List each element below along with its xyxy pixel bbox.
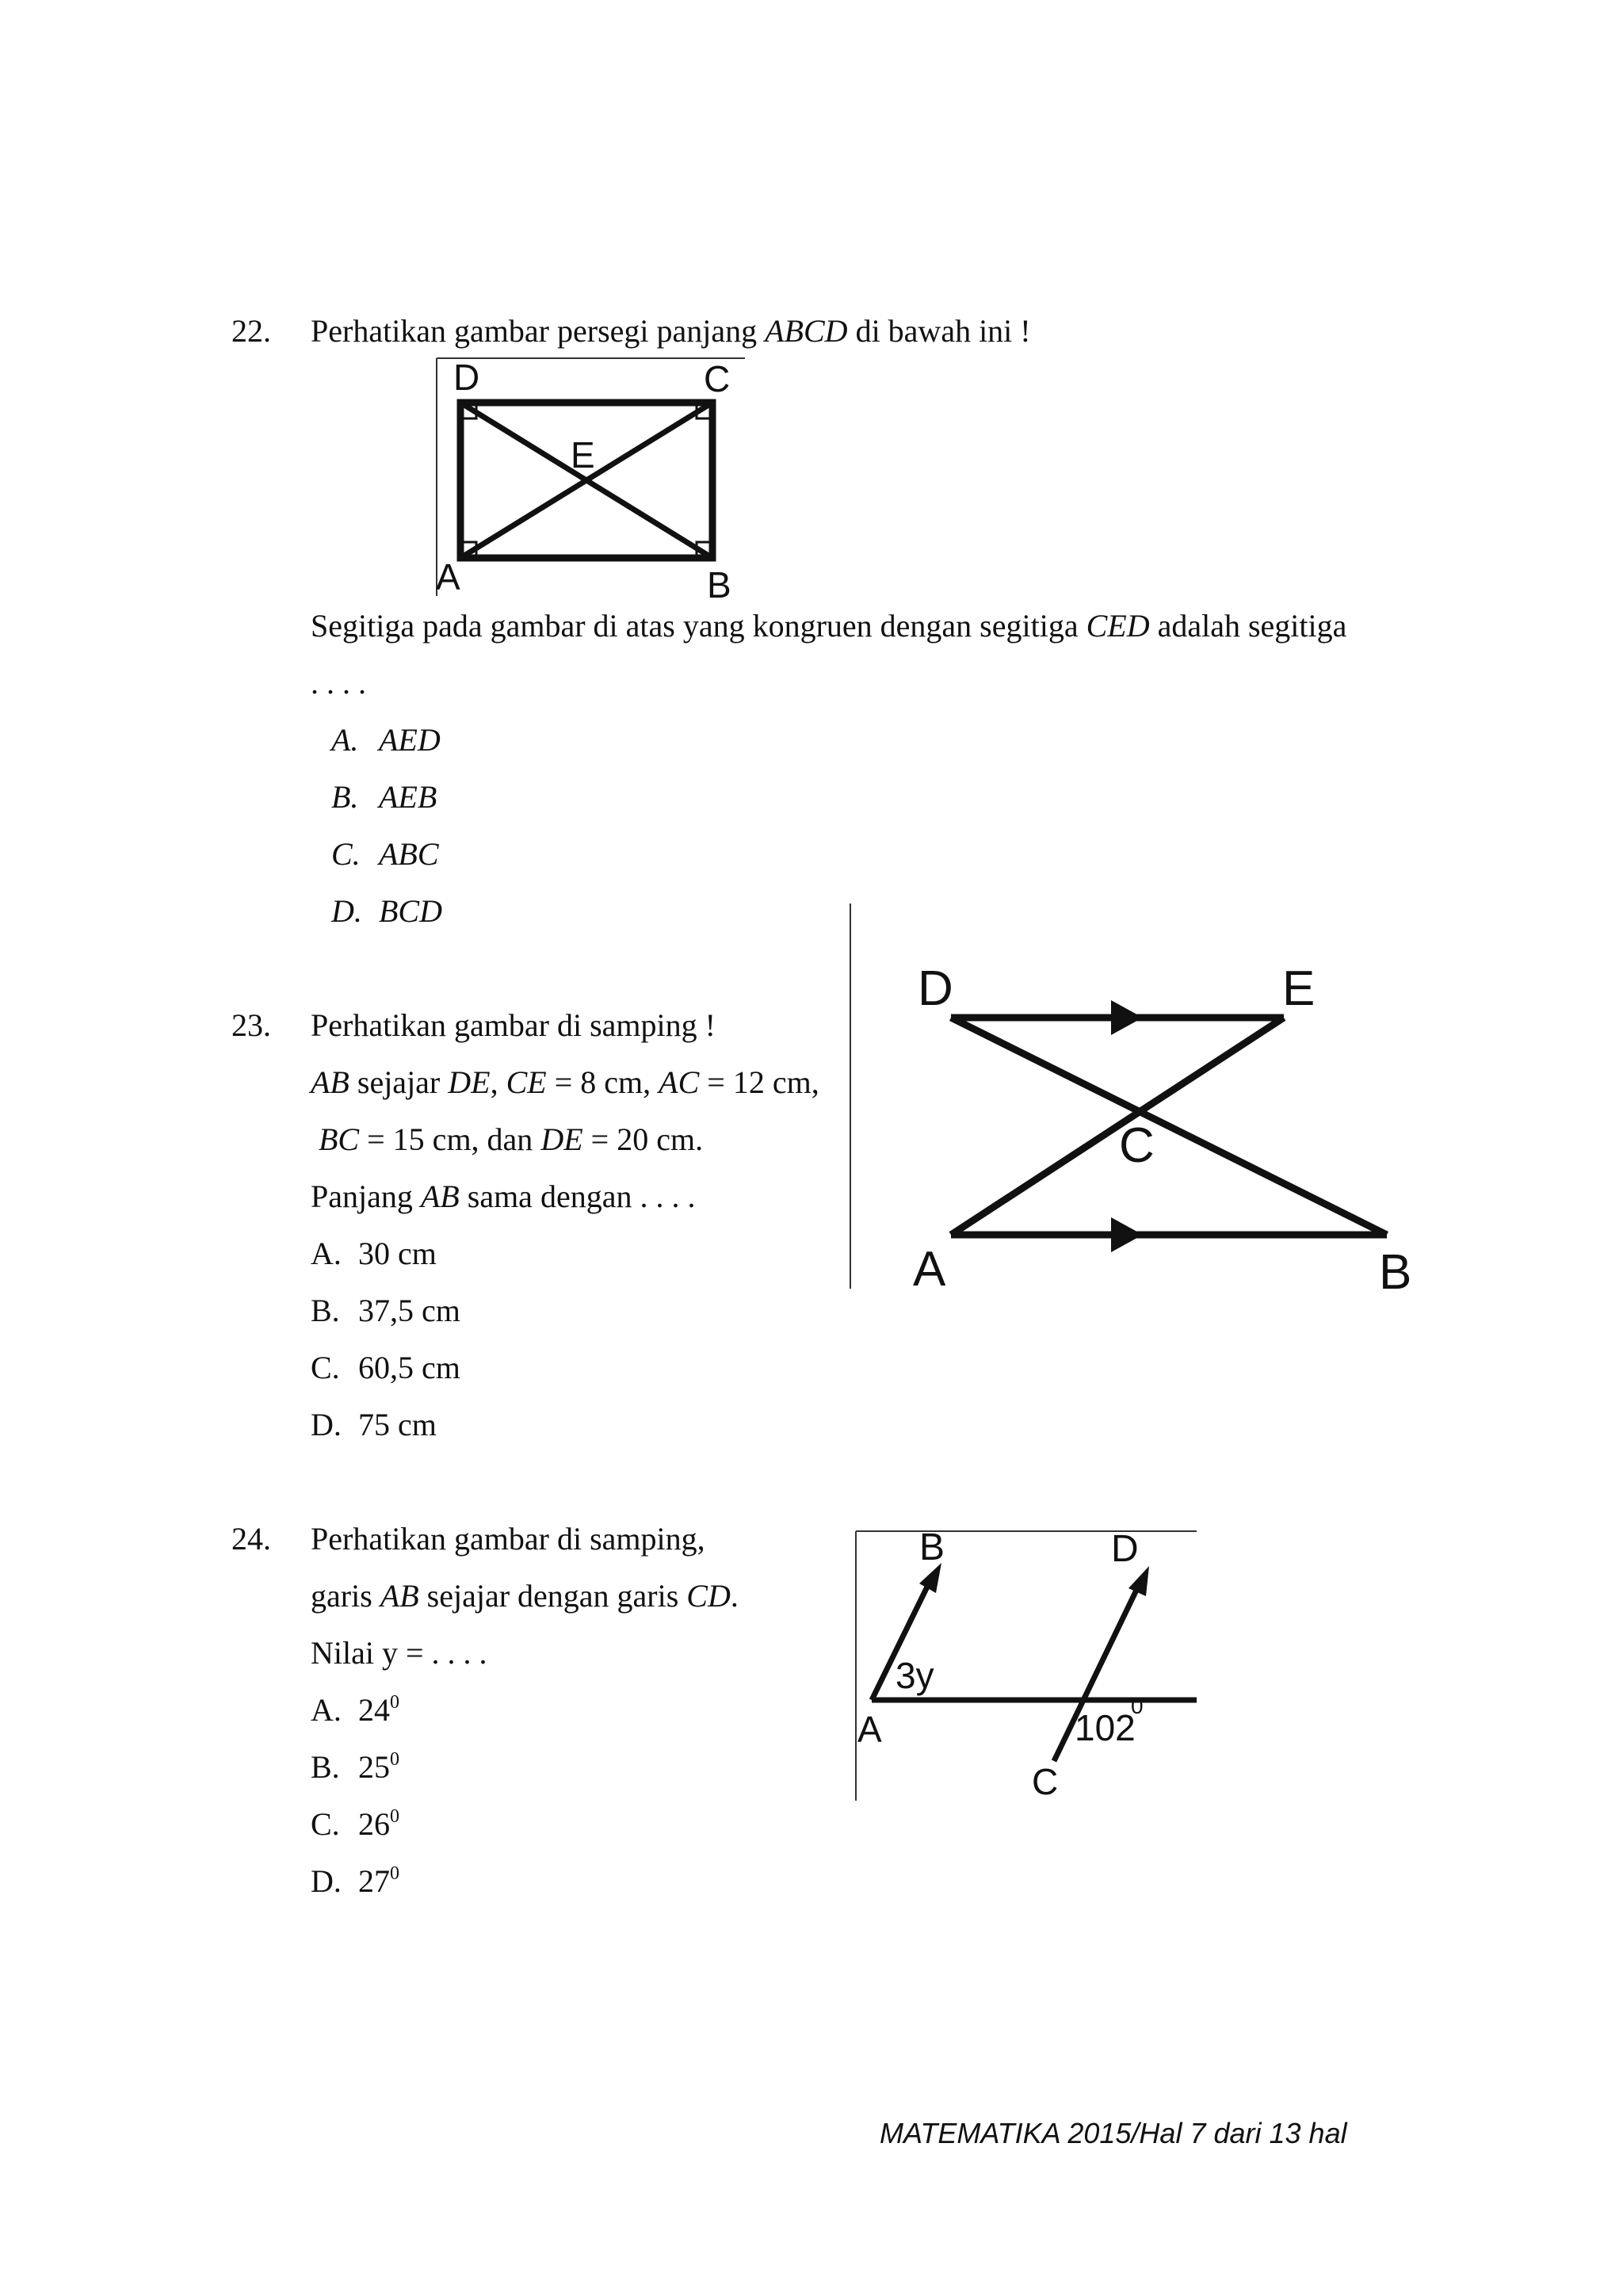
line-text: ,	[490, 1064, 506, 1100]
angle-degree-sup: 0	[1131, 1694, 1144, 1718]
page-footer: MATEMATIKA 2015/Hal 7 dari 13 hal	[880, 2117, 1347, 2149]
point-label-c: C	[1032, 1761, 1059, 1802]
prompt-text: di bawah ini !	[847, 313, 1031, 349]
line-text: AB	[380, 1578, 419, 1614]
question-22-option-c[interactable]	[331, 835, 439, 873]
vertex-label-d: D	[918, 961, 953, 1016]
degree-sup: 0	[390, 1691, 399, 1713]
degree-sup: 0	[390, 1748, 399, 1770]
question-22-option-b[interactable]	[331, 778, 437, 816]
option-letter: D.	[311, 1863, 342, 1899]
option-letter: D.	[331, 893, 362, 929]
option-letter: B.	[311, 1749, 340, 1785]
point-label-b: B	[919, 1526, 945, 1568]
option-letter: C.	[311, 1350, 340, 1385]
vertex-label-a: A	[436, 556, 460, 598]
line-text: = 20 cm.	[582, 1121, 704, 1157]
option-text: ABC	[379, 836, 439, 872]
option-text: 27	[358, 1863, 390, 1899]
stem-text: Segitiga pada gambar di atas yang kongruen dengan segitiga	[311, 608, 1086, 644]
question-23-option-a[interactable]	[311, 1235, 437, 1273]
option-text: 37,5 cm	[358, 1293, 460, 1328]
question-23-line4	[311, 1178, 695, 1216]
vertex-label-b: B	[1379, 1245, 1412, 1300]
option-text: 30 cm	[358, 1236, 437, 1271]
question-23-option-c[interactable]	[311, 1349, 460, 1387]
option-text: 26	[358, 1806, 390, 1842]
parallel-lines-triangle-figure	[840, 896, 1442, 1308]
degree-sup: 0	[390, 1805, 399, 1827]
stem-text: adalah segitiga	[1149, 608, 1347, 644]
option-letter: C.	[311, 1806, 340, 1842]
question-23-line1: Perhatikan gambar di samping !	[311, 1007, 716, 1043]
line-text: sama dengan . . . .	[459, 1179, 696, 1214]
vertex-label-d: D	[453, 357, 480, 398]
question-24-option-b[interactable]	[311, 1748, 399, 1786]
question-22-stem	[311, 607, 1346, 645]
option-text: BCD	[379, 893, 442, 929]
question-22-option-a[interactable]	[331, 721, 441, 759]
question-23-line3	[319, 1121, 703, 1159]
line-text: = 15 cm, dan	[359, 1121, 541, 1157]
line-text: = 8 cm,	[546, 1064, 659, 1100]
option-text: AEB	[379, 779, 437, 815]
question-24-number: 24.	[231, 1521, 271, 1557]
line-text: DE	[540, 1121, 583, 1157]
option-letter: B.	[331, 779, 359, 815]
question-23-option-d[interactable]	[311, 1406, 437, 1444]
question-24-option-c[interactable]	[311, 1805, 399, 1843]
angle-label-3y: 3y	[896, 1655, 934, 1696]
question-24-line3: Nilai y = . . . .	[311, 1635, 487, 1671]
question-22-number: 22.	[231, 313, 271, 349]
stem-text: CED	[1086, 608, 1150, 644]
line-text: CD	[686, 1578, 731, 1614]
option-letter: A.	[331, 722, 359, 758]
line-text: BC	[319, 1121, 360, 1157]
question-24-option-d[interactable]	[311, 1862, 399, 1901]
question-23-option-b[interactable]	[311, 1292, 460, 1330]
question-22-option-d[interactable]	[331, 892, 442, 930]
option-text: 60,5 cm	[358, 1350, 460, 1385]
line-text: AB	[420, 1179, 460, 1214]
option-text: 24	[358, 1692, 390, 1728]
vertex-label-e: E	[1282, 961, 1316, 1016]
vertex-label-c: C	[704, 358, 731, 399]
line-text: Panjang	[311, 1179, 421, 1214]
rectangle-abcd-figure	[428, 358, 761, 604]
option-letter: B.	[311, 1293, 340, 1328]
line-text: = 12 cm,	[699, 1064, 819, 1100]
option-letter: D.	[311, 1407, 342, 1442]
option-text: 75 cm	[358, 1407, 437, 1442]
line-text: sejajar	[349, 1064, 449, 1100]
degree-sup: 0	[390, 1862, 399, 1884]
line-text: .	[730, 1578, 739, 1614]
line-text: AC	[659, 1064, 700, 1100]
option-text: AED	[379, 722, 441, 758]
line-text: AB	[311, 1064, 349, 1100]
question-24-option-a[interactable]	[311, 1691, 399, 1729]
question-24-line1: Perhatikan gambar di samping,	[311, 1521, 705, 1557]
prompt-text: Perhatikan gambar persegi panjang	[311, 313, 766, 349]
question-23-number: 23.	[231, 1007, 271, 1043]
point-label-a: A	[857, 1709, 882, 1750]
vertex-label-a: A	[913, 1242, 946, 1297]
point-label-d: D	[1111, 1528, 1139, 1570]
option-text: 25	[358, 1749, 390, 1785]
line-text: DE	[448, 1064, 491, 1100]
question-24-line2	[311, 1577, 739, 1615]
line-text: garis	[311, 1578, 380, 1614]
line-text: sejajar dengan garis	[418, 1578, 687, 1614]
prompt-text: ABCD	[765, 313, 848, 349]
option-letter: C.	[331, 836, 361, 872]
question-23-line2	[311, 1064, 819, 1102]
question-22-dots: . . . .	[311, 665, 366, 701]
question-22-prompt	[311, 312, 1031, 350]
parallel-transversal-figure	[848, 1526, 1212, 1817]
line-text: CE	[506, 1064, 547, 1100]
vertex-label-b: B	[707, 564, 731, 606]
vertex-label-e: E	[571, 434, 595, 476]
vertex-label-c: C	[1119, 1118, 1155, 1173]
option-letter: A.	[311, 1692, 342, 1728]
option-letter: A.	[311, 1236, 342, 1271]
angle-label-102: 102	[1075, 1707, 1136, 1748]
